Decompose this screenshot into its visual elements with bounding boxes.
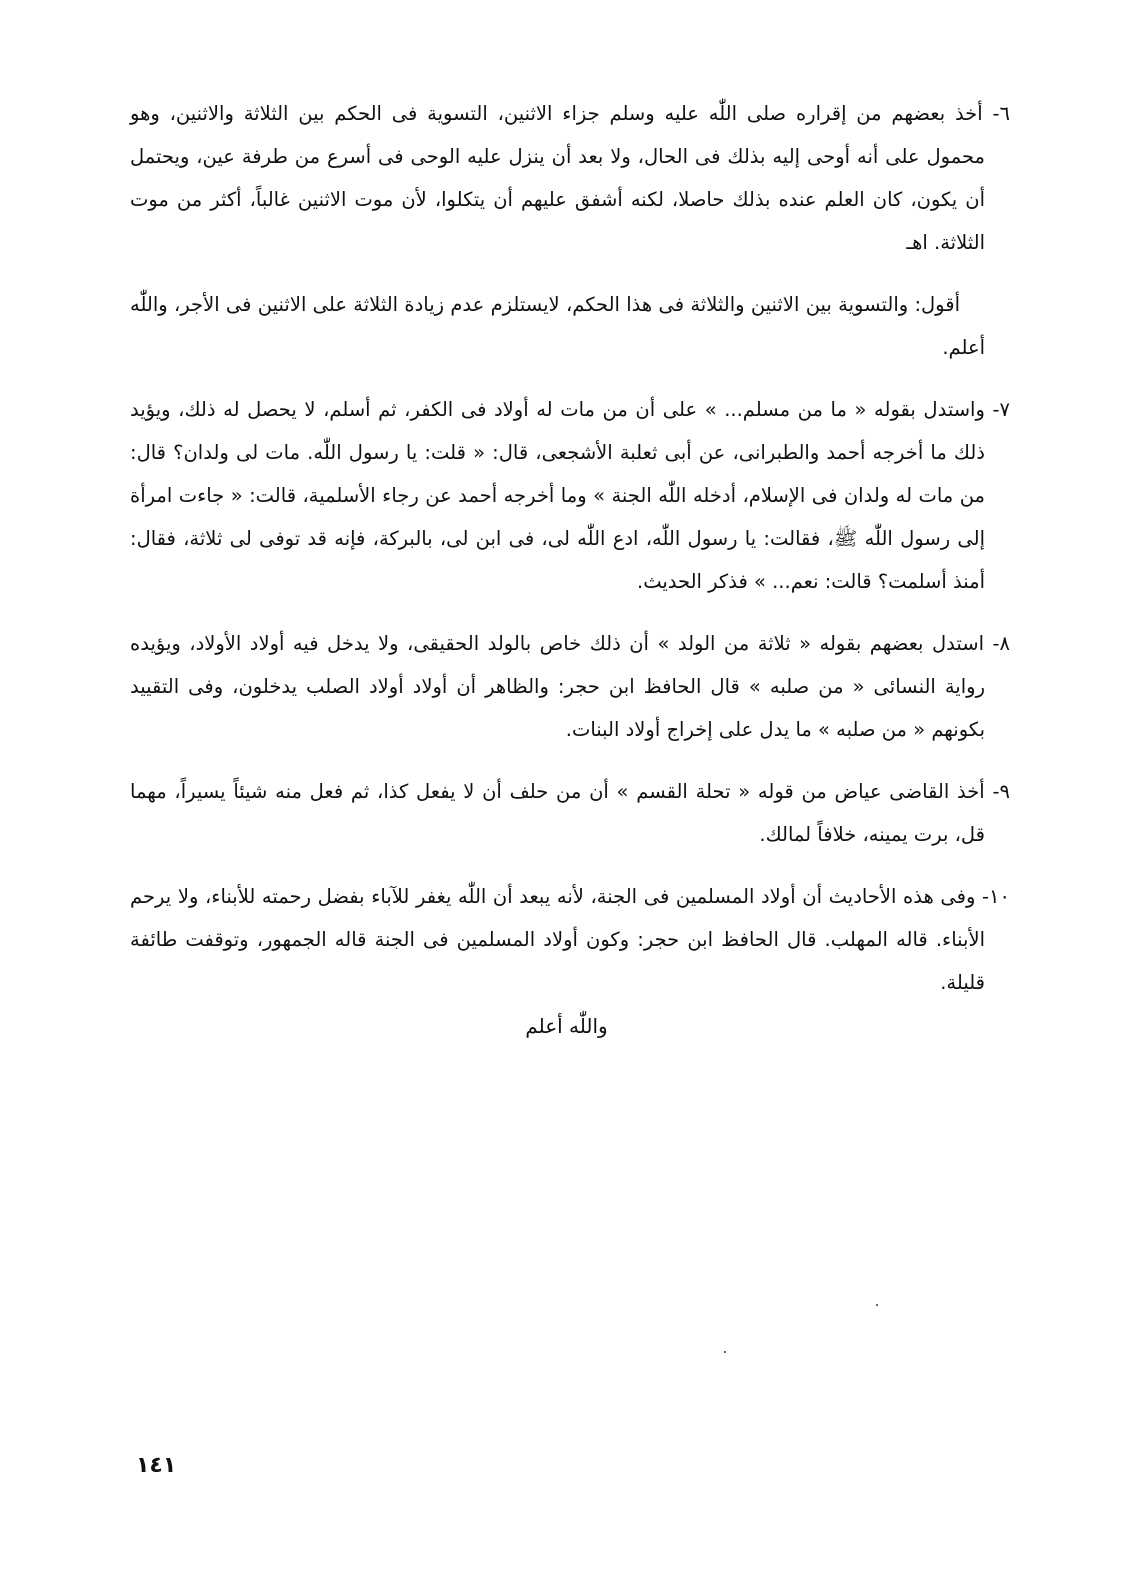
point-9: ٩- أخذ القاضى عياض من قوله « تحلة القسم » أن من حلف أن لا يفعل كذا، ثم فعل منه شيئاً يسيراً، مهما قل، برت يمينه، خلافاً لمالك. — [130, 780, 1010, 846]
point-8: ٨- استدل بعضهم بقوله « ثلاثة من الولد » أن ذلك خاص بالولد الحقيقى، ولا يدخل فيه أولاد الأولاد، ويؤيده رواية النسائى « من صلبه » قال الحافظ ابن حجر: والظاهر أن أولاد أولاد الصلب يدخلون، وفى التقييد بكونهم « من صلبه » ما يدل على إخراج أولاد البنات. — [130, 632, 1010, 741]
main-text — [130, 92, 1010, 1023]
point-10: ١٠- وفى هذه الأحاديث أن أولاد المسلمين فى الجنة، لأنه يبعد أن اللّٰه يغفر للآباء بفضل رحمته للأبناء، ولا يرحم الأبناء. قاله المهلب. قال الحافظ ابن حجر: وكون أولاد المسلمين فى الجنة قاله الجمهور، وتوقفت طائفة قليلة. — [130, 885, 1010, 994]
author-comment: أقول: والتسوية بين الاثنين والثلاثة فى هذا الحكم، لايستلزم عدم زيادة الثلاثة على الاثنين فى الأجر، واللّٰه أعلم. — [130, 293, 985, 359]
scan-speck — [876, 1304, 878, 1306]
point-7: ٧- واستدل بقوله « ما من مسلم... » على أن من مات له أولاد فى الكفر، ثم أسلم، لا يحصل له ذلك، ويؤيد ذلك ما أخرجه أحمد والطبرانى، عن أبى ثعلبة الأشجعى، قال: « قلت: يا رسول اللّٰه. مات لى ولدان؟ قال: من مات له ولدان فى الإسلام، أدخله اللّٰه الجنة » وما أخرجه أحمد عن رجاء الأسلمية، قالت: « جاءت امرأة إلى رسول اللّٰه ﷺ، فقالت: يا رسول اللّٰه، ادع اللّٰه لى، فى ابن لى، بالبركة، فإنه قد توفى لى ثلاثة، فقال: أمنذ أسلمت؟ قالت: نعم... » فذكر الحديث. — [130, 398, 1010, 593]
scan-speck — [724, 1351, 726, 1353]
page-number: ١٤١ — [136, 1453, 177, 1478]
point-6: ٦- أخذ بعضهم من إقراره صلى اللّٰه عليه وسلم جزاء الاثنين، التسوية فى الحكم بين الثلاثة والاثنين، وهو محمول على أنه أوحى إليه بذلك فى الحال، ولا بعد أن ينزل عليه الوحى فى أسرع من طرفة عين، ويحتمل أن يكون، كان العلم عنده بذلك حاصلا، لكنه أشفق عليهم أن يتكلوا، لأن موت الاثنين غالباً، أكثر من موت الثلاثة. اهـ — [130, 102, 1010, 254]
closing-phrase: واللّٰه أعلم — [525, 1014, 608, 1038]
